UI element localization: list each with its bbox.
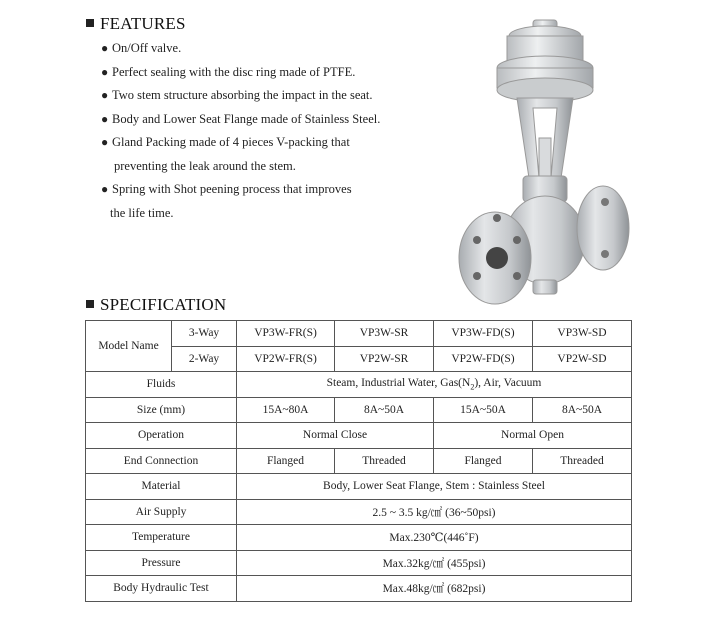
row-label: Air Supply [86, 499, 237, 525]
table-cell: VP3W-FR(S) [237, 321, 335, 347]
table-row [86, 423, 632, 449]
row-label: Size (mm) [86, 397, 237, 423]
bullet-icon: ● [101, 182, 109, 196]
bullet-icon: ● [101, 135, 109, 149]
way-label: 2-Way [172, 346, 237, 372]
table-row [86, 499, 632, 525]
fluids-value: Steam, Industrial Water, $Gas(N_2)$, Air, Vacuum [237, 372, 632, 398]
table-cell: 8A~50A [533, 397, 632, 423]
table-cell: Body, Lower Seat Flange, Stem : Stainless Steel [237, 474, 632, 500]
row-label: End Connection [86, 448, 237, 474]
features-list [101, 37, 401, 225]
feature-item: ● On/Off valve. [101, 37, 401, 61]
row-label: Material [86, 474, 237, 500]
table-row [86, 372, 632, 398]
row-label: Fluids [86, 372, 237, 398]
table-cell: VP3W-SD [533, 321, 632, 347]
table-cell: VP3W-FD(S) [434, 321, 533, 347]
table-cell: Flanged [434, 448, 533, 474]
feature-item: ● Two stem structure absorbing the impact in the seat. [101, 84, 401, 108]
table-cell: Max.32kg/㎠ (455psi) [237, 550, 632, 576]
bullet-icon: ● [101, 41, 109, 55]
feature-item: ● Body and Lower Seat Flange made of Stainless Steel. [101, 108, 401, 132]
way-label: 3-Way [172, 321, 237, 347]
feature-item: ● Perfect sealing with the disc ring made of PTFE. [101, 61, 401, 85]
table-cell: VP3W-SR [335, 321, 434, 347]
table-cell: 15A~50A [434, 397, 533, 423]
specification-heading: SPECIFICATION [86, 295, 226, 315]
table-cell: Normal Close [237, 423, 434, 449]
valve-product-image [455, 18, 635, 308]
features-heading: FEATURES [86, 14, 186, 34]
row-label: Operation [86, 423, 237, 449]
row-label: Temperature [86, 525, 237, 551]
table-cell: Normal Open [434, 423, 632, 449]
table-cell: 15A~80A [237, 397, 335, 423]
bullet-icon: ● [101, 88, 109, 102]
bullet-icon: ● [101, 111, 109, 126]
table-cell: Flanged [237, 448, 335, 474]
table-cell: 8A~50A [335, 397, 434, 423]
square-bullet-icon [86, 300, 94, 308]
table-cell: VP2W-SR [335, 346, 434, 372]
table-cell: Threaded [335, 448, 434, 474]
row-label: Body Hydraulic Test [86, 576, 237, 602]
table-cell: 2.5 ~ 3.5 kg/㎠ (36~50psi) [237, 499, 632, 525]
table-row [86, 474, 632, 500]
feature-item: ● Spring with Shot peening process that improves the life time. [99, 178, 399, 225]
table-row [86, 525, 632, 551]
square-bullet-icon [86, 19, 94, 27]
table-cell: Max.48kg/㎠ (682psi) [237, 576, 632, 602]
model-name-label: Model Name [86, 321, 172, 372]
table-row [86, 321, 632, 347]
feature-item: ● Gland Packing made of 4 pieces V-packing that preventing the leak around the stem. [101, 131, 401, 178]
specification-table [85, 320, 632, 602]
table-cell: Threaded [533, 448, 632, 474]
table-row [86, 576, 632, 602]
bullet-icon: ● [101, 64, 109, 79]
table-cell: Max.230℃(446˚F) [237, 525, 632, 551]
table-cell: VP2W-FR(S) [237, 346, 335, 372]
table-row [86, 397, 632, 423]
table-cell: VP2W-SD [533, 346, 632, 372]
table-cell: VP2W-FD(S) [434, 346, 533, 372]
row-label: Pressure [86, 550, 237, 576]
table-row [86, 550, 632, 576]
table-row [86, 448, 632, 474]
